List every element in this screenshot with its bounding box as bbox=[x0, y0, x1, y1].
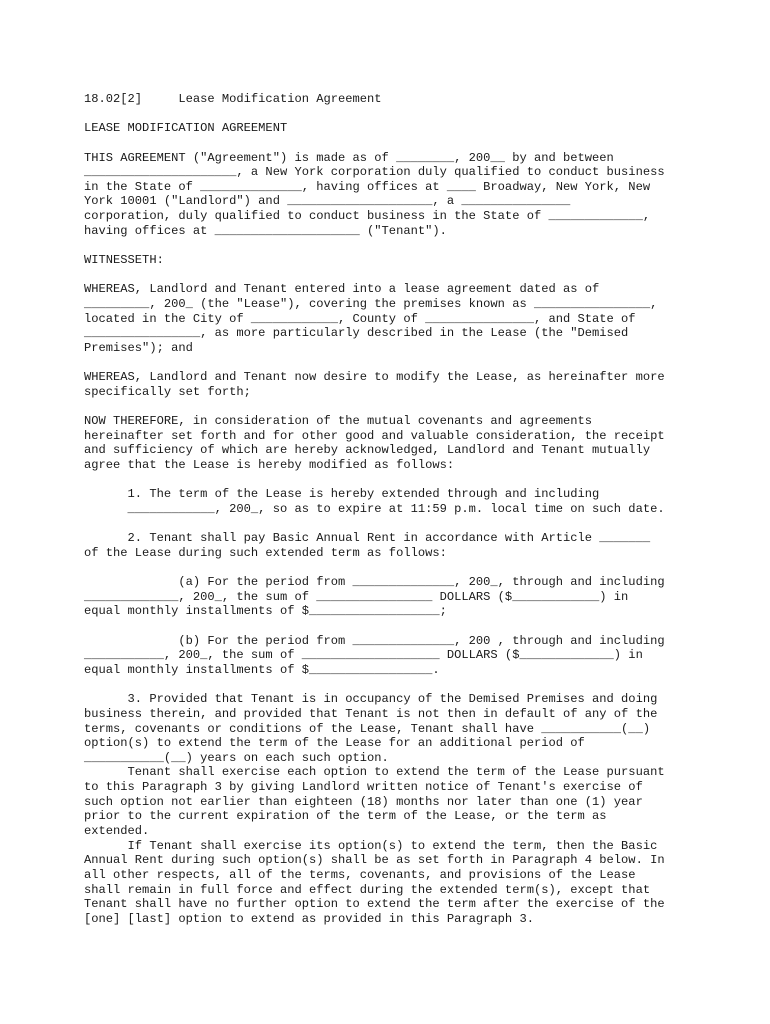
whereas-paragraph-2 bbox=[84, 370, 694, 399]
paragraph-line: terms, covenants or conditions of the Lease, Tenant shall have ___________(__) bbox=[84, 721, 651, 736]
document-page bbox=[84, 92, 694, 927]
whereas-line: specifically set forth; bbox=[84, 384, 251, 399]
document-title: LEASE MODIFICATION AGREEMENT bbox=[84, 121, 288, 136]
paragraph-line: (b) For the period from ______________, 200 , through and including bbox=[84, 633, 665, 648]
paragraph-line: option(s) to extend the term of the Lease for an additional period of bbox=[84, 736, 585, 751]
whereas-line: ________________, as more particularly described in the Lease (the "Demised bbox=[84, 326, 629, 341]
witnesseth-heading: WITNESSETH: bbox=[84, 253, 164, 268]
paragraph-line: Annual Rent during such option(s) shall be as set forth in Paragraph 4 below. In bbox=[84, 853, 665, 868]
paragraph-line: 1. The term of the Lease is hereby extended through and including bbox=[84, 487, 600, 502]
paragraph-3 bbox=[84, 692, 694, 926]
intro-line: York 10001 ("Landlord") and ____________________, a _______________ bbox=[84, 194, 571, 209]
paragraph-line: such option not earlier than eighteen (18) months nor later than one (1) year bbox=[84, 794, 643, 809]
paragraph-line: ___________(__) years on each such option. bbox=[84, 750, 389, 765]
now-therefore-line: agree that the Lease is hereby modified as follows: bbox=[84, 458, 455, 473]
intro-line: THIS AGREEMENT ("Agreement") is made as of ________, 200__ by and between bbox=[84, 150, 614, 165]
paragraph-line: 3. Provided that Tenant is in occupancy of the Demised Premises and doing bbox=[84, 692, 658, 707]
section-heading: 18.02[2] Lease Modification Agreement bbox=[84, 92, 382, 106]
intro-line: corporation, duly qualified to conduct business in the State of _____________, bbox=[84, 209, 651, 224]
now-therefore-paragraph bbox=[84, 414, 694, 473]
paragraph-line: 2. Tenant shall pay Basic Annual Rent in accordance with Article _______ bbox=[84, 531, 651, 546]
paragraph-line: Tenant shall exercise each option to extend the term of the Lease pursuant bbox=[84, 765, 665, 780]
paragraph-line: of the Lease during such extended term as follows: bbox=[84, 545, 447, 560]
paragraph-line: prior to the current expiration of the term of the Lease, or the term as bbox=[84, 809, 607, 824]
paragraph-line: all other respects, all of the terms, covenants, and provisions of the Lease bbox=[84, 867, 636, 882]
paragraph-line: equal monthly installments of $_________________. bbox=[84, 662, 440, 677]
now-therefore-line: and sufficiency of which are hereby acknowledged, Landlord and Tenant mutually bbox=[84, 443, 651, 458]
paragraph-line: If Tenant shall exercise its option(s) to extend the term, then the Basic bbox=[84, 838, 658, 853]
whereas-line: _________, 200_ (the "Lease"), covering the premises known as ________________, bbox=[84, 296, 658, 311]
paragraph-line: extended. bbox=[84, 824, 150, 839]
intro-line: _____________________, a New York corporation duly qualified to conduct business bbox=[84, 165, 665, 180]
paragraph-2 bbox=[84, 531, 694, 560]
now-therefore-line: NOW THEREFORE, in consideration of the mutual covenants and agreements bbox=[84, 414, 593, 429]
intro-paragraph bbox=[84, 151, 694, 239]
intro-line: in the State of ______________, having offices at ____ Broadway, New York, New bbox=[84, 179, 651, 194]
paragraph-line: [one] [last] option to extend as provided in this Paragraph 3. bbox=[84, 911, 534, 926]
whereas-line: WHEREAS, Landlord and Tenant now desire to modify the Lease, as hereinafter more bbox=[84, 370, 665, 385]
paragraph-line: equal monthly installments of $__________________; bbox=[84, 604, 447, 619]
paragraph-line: to this Paragraph 3 by giving Landlord written notice of Tenant's exercise of bbox=[84, 780, 643, 795]
paragraph-1 bbox=[84, 487, 694, 516]
paragraph-line: Tenant shall have no further option to extend the term after the exercise of the bbox=[84, 897, 665, 912]
now-therefore-line: hereinafter set forth and for other good and valuable consideration, the receipt bbox=[84, 428, 665, 443]
paragraph-line: ____________, 200_, so as to expire at 11:59 p.m. local time on such date. bbox=[84, 501, 665, 516]
paragraph-line: shall remain in full force and effect during the extended term(s), except that bbox=[84, 882, 651, 897]
whereas-paragraph-1 bbox=[84, 282, 694, 355]
whereas-line: WHEREAS, Landlord and Tenant entered into a lease agreement dated as of bbox=[84, 282, 600, 297]
whereas-line: Premises"); and bbox=[84, 340, 193, 355]
intro-line: having offices at ____________________ ("Tenant"). bbox=[84, 223, 447, 238]
paragraph-2b bbox=[84, 634, 694, 678]
whereas-line: located in the City of ____________, County of _______________, and State of bbox=[84, 311, 636, 326]
paragraph-line: ___________, 200_, the sum of ___________________ DOLLARS ($_____________) in bbox=[84, 648, 643, 663]
paragraph-2a bbox=[84, 575, 694, 619]
paragraph-line: business therein, and provided that Tenant is not then in default of any of the bbox=[84, 706, 658, 721]
paragraph-line: (a) For the period from ______________, 200_, through and including bbox=[84, 575, 665, 590]
paragraph-line: _____________, 200_, the sum of ________________ DOLLARS ($____________) in bbox=[84, 589, 629, 604]
